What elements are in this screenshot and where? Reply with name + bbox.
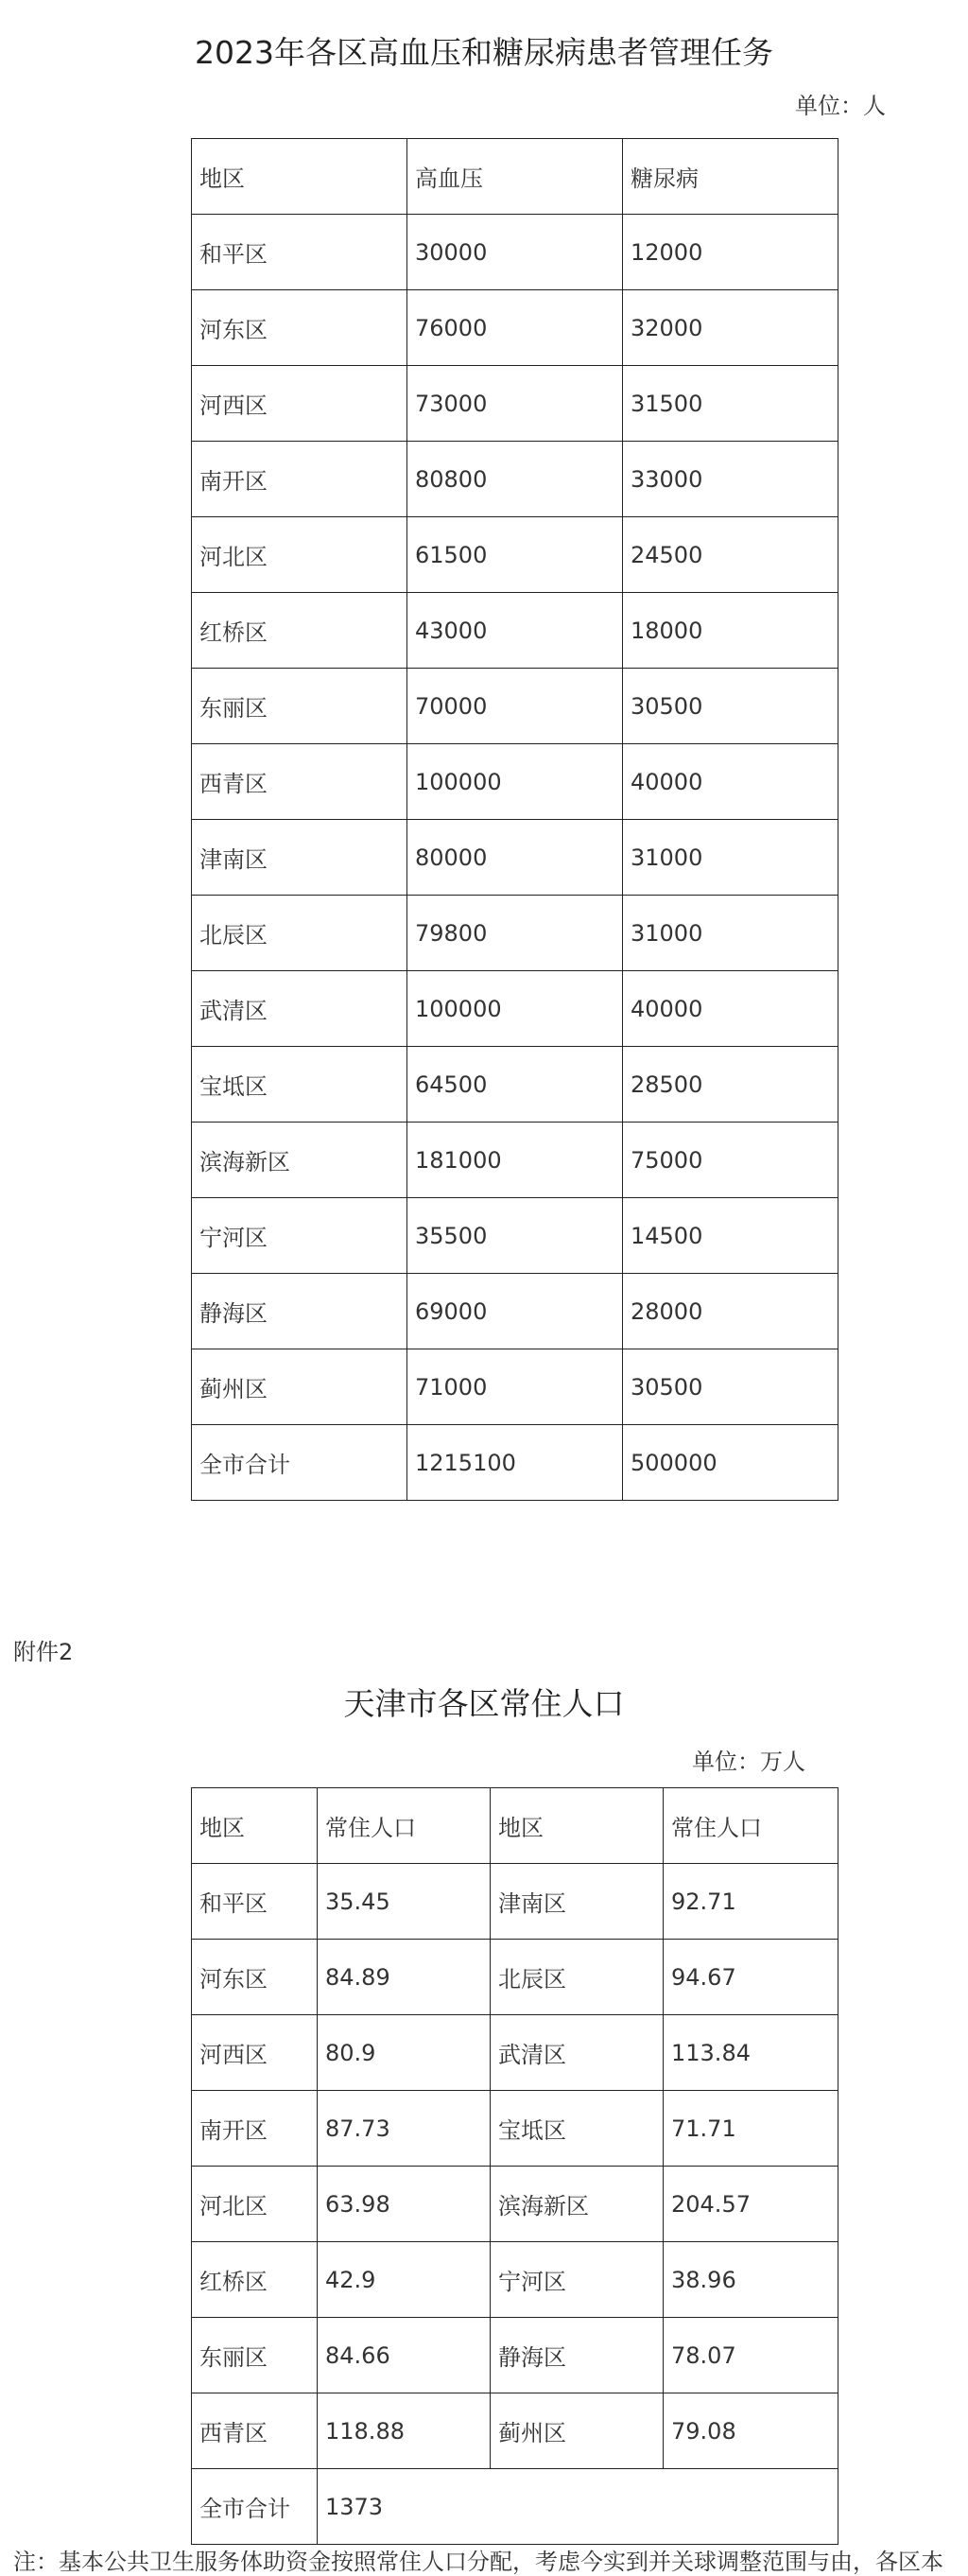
table1-row <box>192 442 838 517</box>
table1-row <box>192 290 838 366</box>
table1-header-cell: 糖尿病 <box>623 139 838 215</box>
table2-total-value: 1373 <box>318 2469 838 2545</box>
table1-cell: 武清区 <box>192 971 407 1047</box>
table2-cell: 92.71 <box>664 1864 838 1940</box>
table1-cell: 滨海新区 <box>192 1123 407 1198</box>
table1-cell: 500000 <box>623 1425 838 1501</box>
table1-cell: 北辰区 <box>192 896 407 971</box>
table2-cell: 河西区 <box>192 2015 318 2091</box>
table1-cell: 100000 <box>407 744 623 820</box>
table2-cell: 87.73 <box>318 2091 491 2167</box>
table2-cell: 北辰区 <box>491 1940 664 2015</box>
table2-cell: 宝坻区 <box>491 2091 664 2167</box>
table1-cell: 40000 <box>623 744 838 820</box>
table1-cell: 70000 <box>407 669 623 744</box>
table1-cell: 30500 <box>623 1349 838 1425</box>
table1-cell: 宁河区 <box>192 1198 407 1274</box>
table2-cell: 63.98 <box>318 2167 491 2242</box>
table1-cell: 宝坻区 <box>192 1047 407 1123</box>
table2-cell: 71.71 <box>664 2091 838 2167</box>
table1-cell: 35500 <box>407 1198 623 1274</box>
table1-cell: 12000 <box>623 215 838 290</box>
table1-row <box>192 1198 838 1274</box>
table1-cell: 61500 <box>407 517 623 593</box>
table2-row <box>192 2167 838 2242</box>
table2-cell: 78.07 <box>664 2318 838 2393</box>
table2-total-row <box>192 2469 838 2545</box>
table2-cell: 38.96 <box>664 2242 838 2318</box>
table2-cell: 80.9 <box>318 2015 491 2091</box>
table2-cell: 津南区 <box>491 1864 664 1940</box>
table1-cell: 69000 <box>407 1274 623 1349</box>
table2-row <box>192 2242 838 2318</box>
table1-row <box>192 1123 838 1198</box>
table1-cell: 28000 <box>623 1274 838 1349</box>
table2-cell: 东丽区 <box>192 2318 318 2393</box>
footnote: 注：基本公共卫生服务体助资金按照常住人口分配，考虑今实到并关球调整范围与由，各区本 <box>13 2549 943 2575</box>
table1-row <box>192 1349 838 1425</box>
table1-header-row <box>192 139 838 215</box>
table1-row <box>192 820 838 896</box>
table2-cell: 35.45 <box>318 1864 491 1940</box>
table1-cell: 24500 <box>623 517 838 593</box>
table1-cell: 河西区 <box>192 366 407 442</box>
table2-row <box>192 2318 838 2393</box>
table1-cell: 75000 <box>623 1123 838 1198</box>
table1-cell: 津南区 <box>192 820 407 896</box>
table1-cell: 18000 <box>623 593 838 669</box>
table1-row <box>192 669 838 744</box>
table1-row <box>192 1047 838 1123</box>
table1-cell: 红桥区 <box>192 593 407 669</box>
hypertension-diabetes-table <box>191 138 838 1501</box>
table1-cell: 28500 <box>623 1047 838 1123</box>
table1-cell: 静海区 <box>192 1274 407 1349</box>
table1-cell: 30000 <box>407 215 623 290</box>
table1-row <box>192 1425 838 1501</box>
table1-cell: 73000 <box>407 366 623 442</box>
table2-cell: 和平区 <box>192 1864 318 1940</box>
table1-row <box>192 366 838 442</box>
table2-cell: 204.57 <box>664 2167 838 2242</box>
table2-cell: 南开区 <box>192 2091 318 2167</box>
table2-row <box>192 2091 838 2167</box>
table2-cell: 武清区 <box>491 2015 664 2091</box>
table1-cell: 79800 <box>407 896 623 971</box>
table1-row <box>192 744 838 820</box>
table1-cell: 33000 <box>623 442 838 517</box>
table2-cell: 蓟州区 <box>491 2393 664 2469</box>
table2-cell: 西青区 <box>192 2393 318 2469</box>
table1-row <box>192 517 838 593</box>
table1-cell: 东丽区 <box>192 669 407 744</box>
table1-row <box>192 896 838 971</box>
table1-cell: 31500 <box>623 366 838 442</box>
table1-row <box>192 593 838 669</box>
table1-cell: 蓟州区 <box>192 1349 407 1425</box>
table1-cell: 43000 <box>407 593 623 669</box>
table2-cell: 宁河区 <box>491 2242 664 2318</box>
table1-header-cell: 高血压 <box>407 139 623 215</box>
table2-total-label: 全市合计 <box>192 2469 318 2545</box>
table1-cell: 76000 <box>407 290 623 366</box>
table1-cell: 31000 <box>623 820 838 896</box>
table1-cell: 和平区 <box>192 215 407 290</box>
population-table <box>191 1787 838 2545</box>
table2-header-row <box>192 1788 838 1864</box>
table1-cell: 71000 <box>407 1349 623 1425</box>
table2-cell: 静海区 <box>491 2318 664 2393</box>
table1-row <box>192 215 838 290</box>
table1-header-cell: 地区 <box>192 139 407 215</box>
table2-header-cell: 常住人口 <box>664 1788 838 1864</box>
table2-row <box>192 2393 838 2469</box>
table1-cell: 80800 <box>407 442 623 517</box>
table2-cell: 94.67 <box>664 1940 838 2015</box>
table1-cell: 河东区 <box>192 290 407 366</box>
appendix-label: 附件2 <box>13 1639 74 1665</box>
table1-cell: 181000 <box>407 1123 623 1198</box>
table1-unit: 单位：人 <box>795 93 886 119</box>
table2-unit: 单位：万人 <box>692 1749 805 1775</box>
table2-header-cell: 地区 <box>491 1788 664 1864</box>
table2-cell: 42.9 <box>318 2242 491 2318</box>
table1-cell: 32000 <box>623 290 838 366</box>
table2-cell: 84.66 <box>318 2318 491 2393</box>
table2-cell: 118.88 <box>318 2393 491 2469</box>
table2-cell: 84.89 <box>318 1940 491 2015</box>
table1-cell: 西青区 <box>192 744 407 820</box>
table2-cell: 113.84 <box>664 2015 838 2091</box>
table2-cell: 红桥区 <box>192 2242 318 2318</box>
table1-cell: 40000 <box>623 971 838 1047</box>
table1-title: 2023年各区高血压和糖尿病患者管理任务 <box>195 34 773 71</box>
table2-row <box>192 1864 838 1940</box>
table2-row <box>192 2015 838 2091</box>
table1-cell: 64500 <box>407 1047 623 1123</box>
table2-cell: 79.08 <box>664 2393 838 2469</box>
table1-cell: 14500 <box>623 1198 838 1274</box>
table1-cell: 南开区 <box>192 442 407 517</box>
table2-row <box>192 1940 838 2015</box>
table1-row <box>192 1274 838 1349</box>
table1-cell: 1215100 <box>407 1425 623 1501</box>
table1-cell: 30500 <box>623 669 838 744</box>
table2-cell: 滨海新区 <box>491 2167 664 2242</box>
table1-cell: 80000 <box>407 820 623 896</box>
table2-header-cell: 常住人口 <box>318 1788 491 1864</box>
table1-row <box>192 971 838 1047</box>
table2-cell: 河东区 <box>192 1940 318 2015</box>
table1-cell: 100000 <box>407 971 623 1047</box>
table1-cell: 全市合计 <box>192 1425 407 1501</box>
table2-title: 天津市各区常住人口 <box>343 1685 625 1722</box>
table1-cell: 31000 <box>623 896 838 971</box>
table2-header-cell: 地区 <box>192 1788 318 1864</box>
table2-cell: 河北区 <box>192 2167 318 2242</box>
table1-cell: 河北区 <box>192 517 407 593</box>
